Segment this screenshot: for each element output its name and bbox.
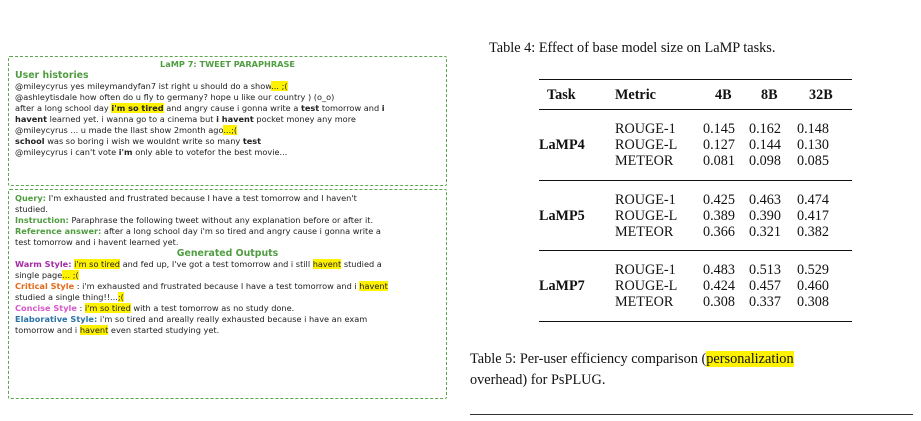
- table-value-cell: 0.382: [797, 224, 829, 240]
- table-value-cell: 0.425: [703, 192, 735, 208]
- instruction-label: Instruction:: [15, 215, 69, 225]
- table-value-cell: 0.483: [703, 262, 735, 278]
- text-run: and angry cause i gonna write a: [163, 103, 301, 113]
- table-metric-cell: ROUGE-1: [615, 262, 676, 278]
- text-run: i'm: [118, 147, 133, 157]
- table5-caption-prefix: Table 5: Per-user efficiency comparison (: [470, 351, 707, 367]
- highlighted-text: ... ;(: [271, 81, 288, 91]
- reference-text-2: test tomorrow and i havent learned yet.: [15, 237, 179, 247]
- text-run: learned yet. i wanna go to a cinema but: [47, 114, 217, 124]
- text-run: test: [242, 136, 262, 146]
- table-header-cell: 4B: [715, 87, 732, 103]
- table-value-cell: 0.389: [703, 208, 735, 224]
- history-line: [15, 147, 440, 158]
- table4: [539, 79, 852, 323]
- table-value-cell: 0.127: [703, 137, 735, 153]
- table-value-cell: 0.463: [749, 192, 781, 208]
- table-value-cell: 0.529: [797, 262, 829, 278]
- highlighted-text: ... ;(: [62, 270, 79, 280]
- table-metric-cell: METEOR: [615, 153, 674, 169]
- critical-style-label: Critical Style: [15, 281, 75, 291]
- table-value-cell: 0.337: [749, 294, 781, 310]
- table-header-cell: 32B: [809, 87, 833, 103]
- elaborative-style-text-1: [97, 314, 367, 324]
- user-histories-box: [8, 56, 447, 186]
- history-line: [15, 136, 440, 147]
- table-header-rule: [539, 109, 852, 110]
- text-run: @mileycyrus i can't vote: [15, 147, 119, 157]
- highlighted-text: ...;(: [223, 125, 238, 135]
- table5-caption: [470, 349, 794, 391]
- table-value-cell: 0.424: [703, 278, 735, 294]
- table-task-label: LaMP5: [539, 208, 585, 224]
- text-run: i: [381, 103, 385, 113]
- elaborative-style-line-1: [15, 314, 440, 325]
- text-run: : i'm exhausted and frustrated because I have a test tomorrow and i: [74, 281, 360, 291]
- history-line: [15, 103, 440, 114]
- table-value-cell: 0.098: [749, 153, 781, 169]
- table-value-cell: 0.308: [703, 294, 735, 310]
- instruction-text: Paraphrase the following tweet without any explanation before or after it.: [71, 215, 374, 225]
- reference-text-1: after a long school day i'm so tired and angry cause i gonna write a: [103, 226, 381, 236]
- text-run: tomorrow and i: [15, 325, 80, 335]
- table-top-rule: [539, 79, 852, 80]
- instruction-line: [15, 215, 440, 226]
- history-line: [15, 81, 440, 92]
- table-value-cell: 0.457: [749, 278, 781, 294]
- text-run: @ashleytisdale how often do u fly to germany? hope u like our country ) (o_o): [15, 92, 335, 102]
- table5-caption-highlight: personalization: [706, 351, 794, 367]
- generated-outputs-heading: Generated Outputs: [176, 248, 279, 259]
- text-run: with a test tomorrow as no study done.: [130, 303, 295, 313]
- text-run: havent: [15, 114, 47, 124]
- user-histories-list: [15, 81, 440, 158]
- critical-style-line-1: [15, 281, 440, 292]
- table-bottom-rule: [539, 321, 852, 322]
- table-metric-cell: METEOR: [615, 294, 674, 310]
- table-value-cell: 0.144: [749, 137, 781, 153]
- reference-line: [15, 226, 440, 237]
- text-run: :: [76, 303, 85, 313]
- text-run: single page: [15, 270, 63, 280]
- highlighted-text: havent: [312, 259, 342, 269]
- highlighted-text: i'm so tired: [111, 103, 164, 113]
- table-value-cell: 0.130: [797, 137, 829, 153]
- highlighted-text: i'm so tired: [74, 259, 120, 269]
- table-task-label: LaMP7: [539, 278, 585, 294]
- text-run: studied a: [341, 259, 382, 269]
- table-metric-cell: ROUGE-L: [615, 208, 678, 224]
- text-run: was so boring i wish we wouldnt write so many: [44, 136, 243, 146]
- text-run: only able to votefor the best movie...: [132, 147, 288, 157]
- critical-style-text-2: [15, 292, 440, 303]
- text-run: @mileycyrus ... u made the llast show 2month ago: [15, 125, 224, 135]
- history-line: [15, 125, 440, 136]
- table-value-cell: 0.390: [749, 208, 781, 224]
- highlighted-text: i'm so tired: [84, 303, 131, 313]
- text-run: tomorrow and: [319, 103, 382, 113]
- query-text-1: I'm exhausted and frustrated because I have a test tomorrow and I haven't: [48, 193, 357, 203]
- text-run: i havent: [216, 114, 254, 124]
- table-value-cell: 0.321: [749, 224, 781, 240]
- user-histories-heading: User histories: [15, 70, 89, 81]
- elaborative-style-text-2: [15, 325, 440, 336]
- table-value-cell: 0.417: [797, 208, 829, 224]
- text-run: @mileycyrus yes mileymandyfan7 ist right u should do a show: [15, 81, 272, 91]
- reference-label: Reference answer:: [15, 226, 102, 236]
- query-label: Query:: [15, 193, 46, 203]
- concise-style-text: [77, 303, 294, 313]
- history-line: [15, 114, 440, 125]
- table5-caption-line2: overhead) for PsPLUG.: [470, 372, 606, 388]
- table-value-cell: 0.145: [703, 121, 735, 137]
- concise-style-label: Concise Style: [15, 303, 77, 313]
- highlighted-text: havent: [79, 325, 109, 335]
- table-group-rule: [539, 250, 852, 251]
- table-value-cell: 0.085: [797, 153, 829, 169]
- query-text-2: studied.: [15, 204, 48, 214]
- warm-style-line-1: [15, 259, 440, 270]
- table-metric-cell: ROUGE-1: [615, 192, 676, 208]
- query-line: [15, 193, 440, 204]
- highlighted-text: havent: [359, 281, 388, 291]
- tweet-paraphrase-figure: [8, 56, 449, 400]
- table-header-cell: 8B: [761, 87, 778, 103]
- table-task-label: LaMP4: [539, 137, 585, 153]
- table4-caption: Table 4: Effect of base model size on LaMP tasks.: [489, 40, 776, 56]
- table-value-cell: 0.081: [703, 153, 735, 169]
- table-value-cell: 0.474: [797, 192, 829, 208]
- warm-style-text-2: [15, 270, 440, 281]
- table-metric-cell: ROUGE-1: [615, 121, 676, 137]
- table-header-cell: Task: [547, 87, 576, 103]
- warm-style-text-1: [71, 259, 381, 269]
- text-run: after a long school day: [15, 103, 112, 113]
- text-run: test: [300, 103, 320, 113]
- table-value-cell: 0.308: [797, 294, 829, 310]
- elaborative-style-label: Elaborative Style:: [15, 314, 98, 324]
- table-value-cell: 0.148: [797, 121, 829, 137]
- table-metric-cell: METEOR: [615, 224, 674, 240]
- highlighted-text: ;(: [117, 292, 124, 302]
- table-value-cell: 0.460: [797, 278, 829, 294]
- query-outputs-box: [8, 189, 447, 399]
- table5-top-rule: [470, 414, 913, 415]
- concise-style-line: [15, 303, 440, 314]
- table-metric-cell: ROUGE-L: [615, 278, 678, 294]
- table-value-cell: 0.162: [749, 121, 781, 137]
- history-line: [15, 92, 440, 103]
- figure-title: LaMP 7: TWEET PARAPHRASE: [159, 59, 295, 69]
- text-run: i'm so tired and areally really exhausted because i have an exam: [97, 314, 368, 324]
- table-group-rule: [539, 180, 852, 181]
- text-run: pocket money any more: [253, 114, 356, 124]
- table-metric-cell: ROUGE-L: [615, 137, 678, 153]
- table-value-cell: 0.513: [749, 262, 781, 278]
- critical-style-text-1: [74, 281, 388, 291]
- text-run: school: [15, 136, 45, 146]
- warm-style-label: Warm Style:: [15, 259, 72, 269]
- text-run: and fed up, I've got a test tomorrow and i still: [119, 259, 313, 269]
- text-run: studied a single thing!!...: [15, 292, 118, 302]
- table-header-cell: Metric: [615, 87, 656, 103]
- table-value-cell: 0.366: [703, 224, 735, 240]
- text-run: even started studying yet.: [108, 325, 220, 335]
